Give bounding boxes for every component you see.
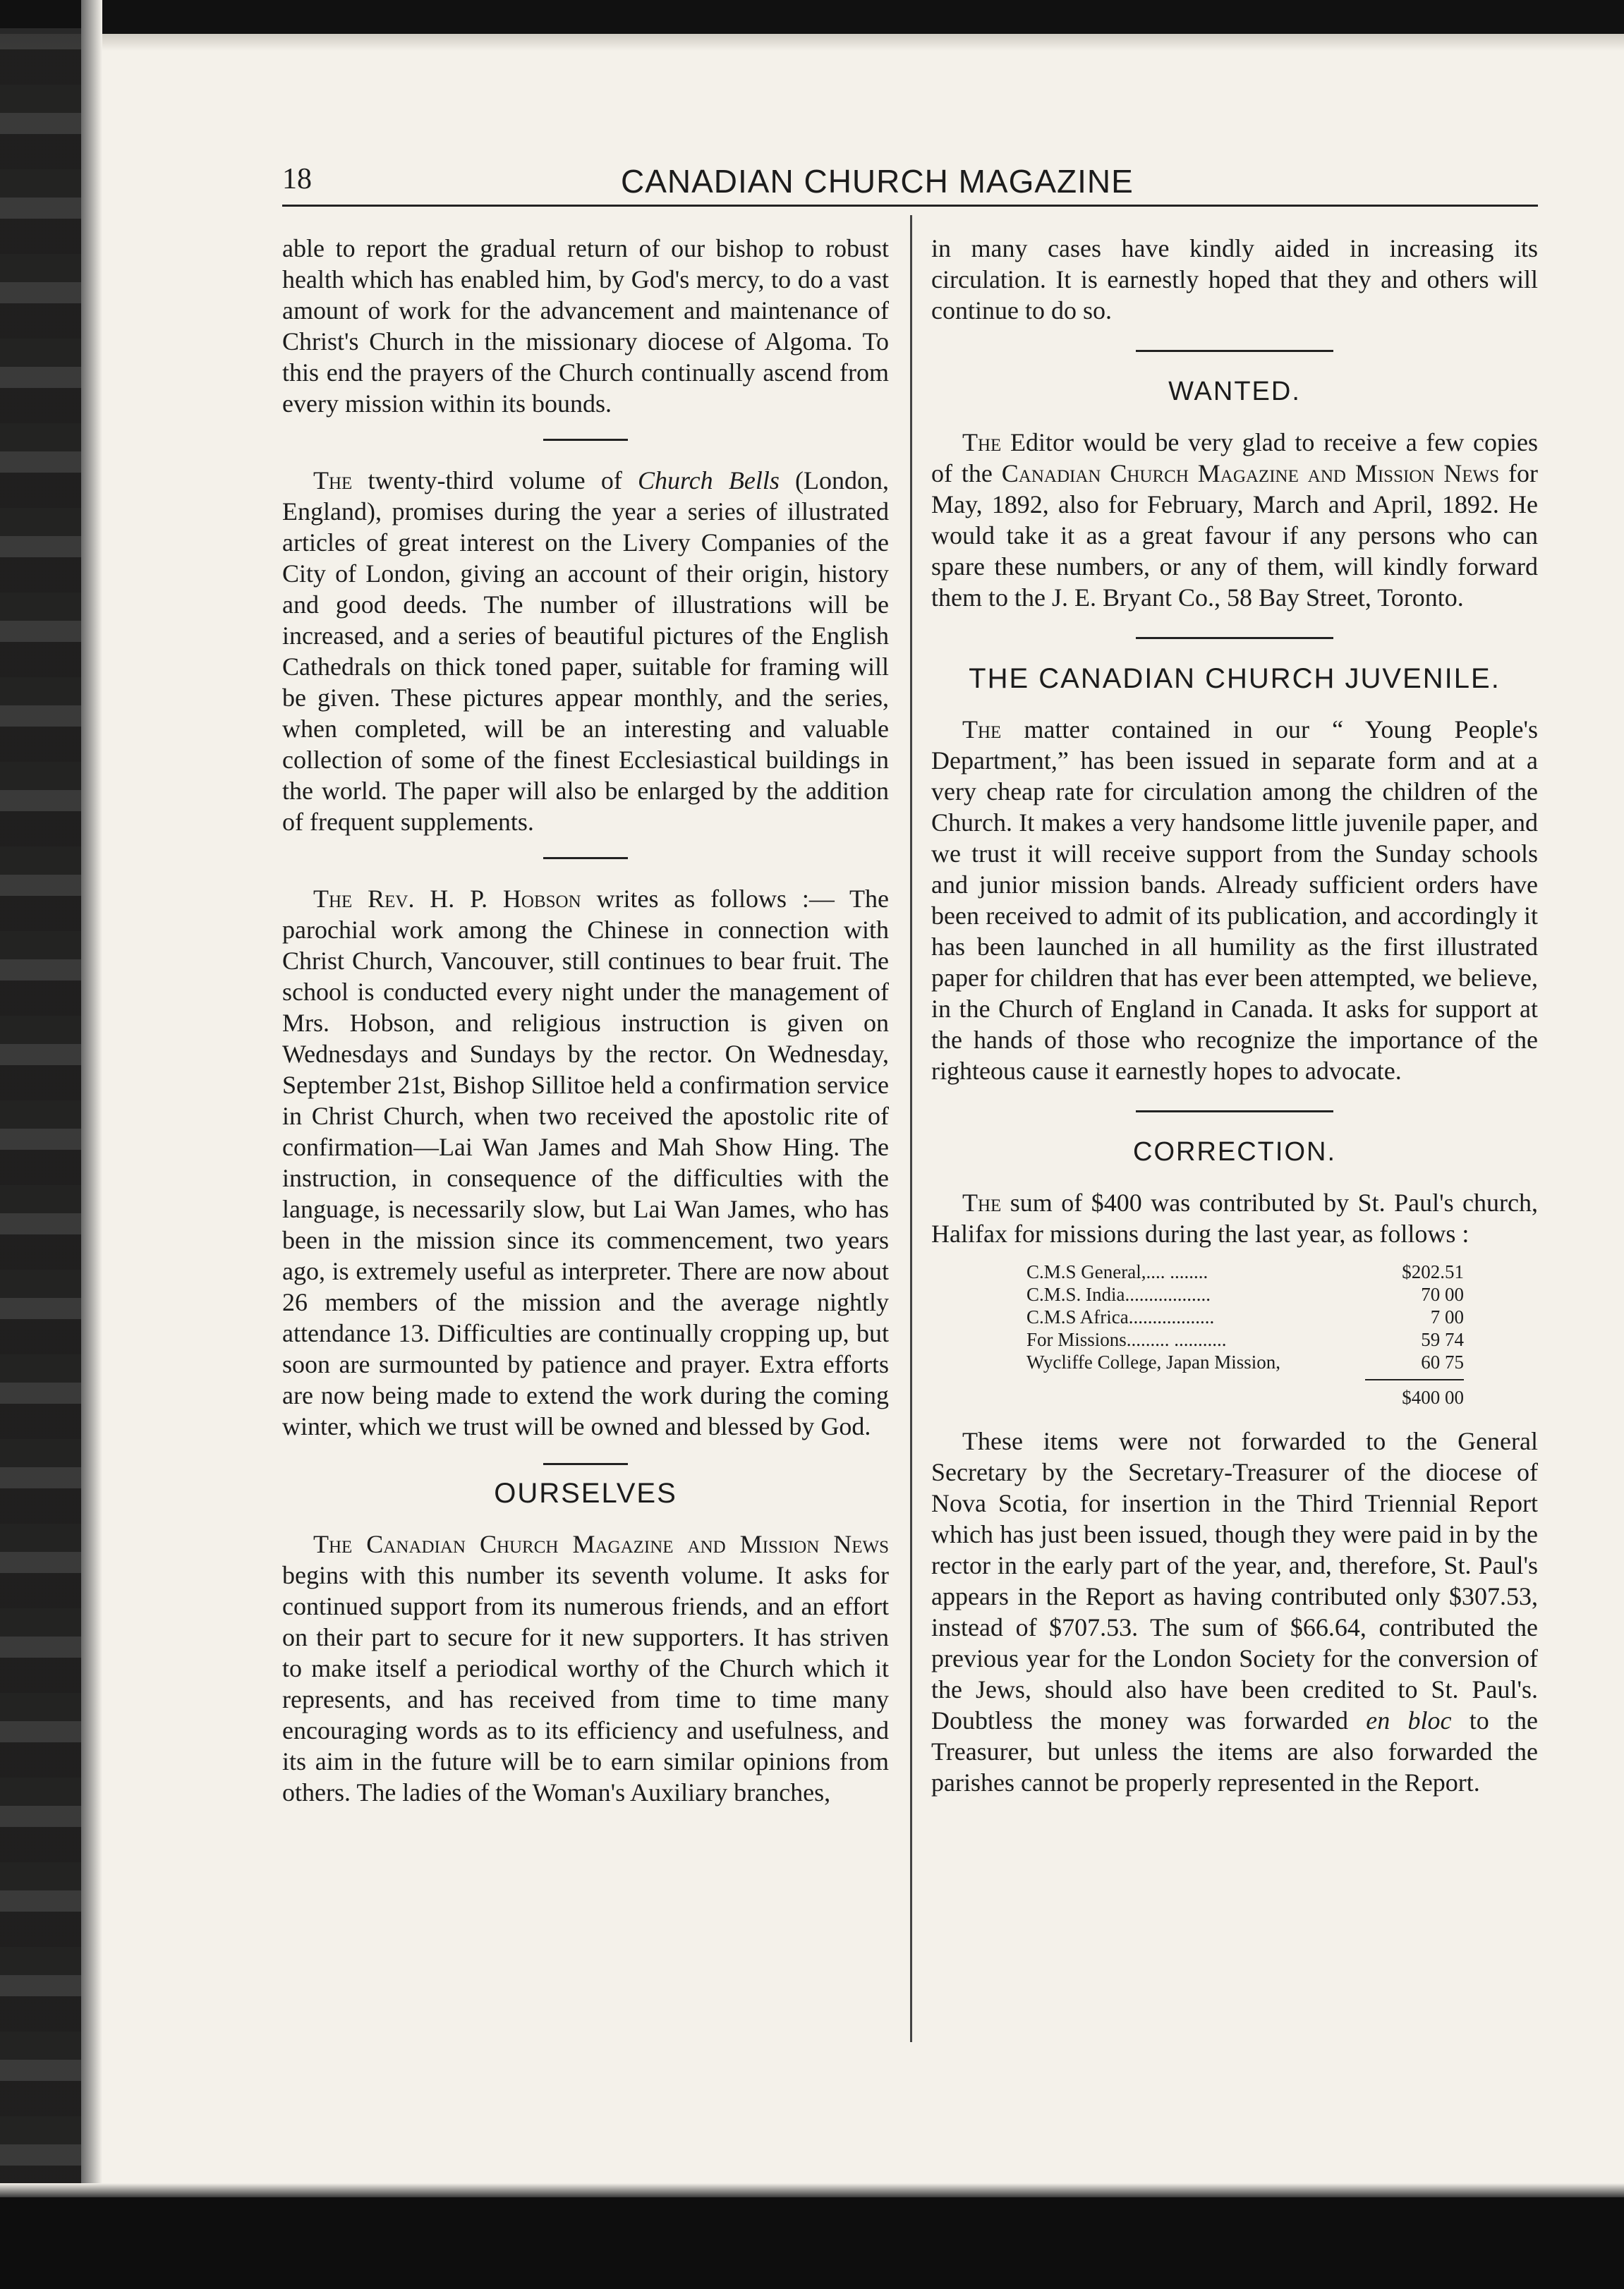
lead-words: The Canadian Church Magazine and Mission News bbox=[313, 1530, 889, 1558]
heading-correction: CORRECTION. bbox=[1133, 1137, 1336, 1167]
right-column bbox=[931, 233, 1538, 1798]
heading-wanted: WANTED. bbox=[1168, 377, 1301, 406]
text-run: (London, England), promises during the year a series of illustrated articles of great interest on the Livery Companies of the City of London, giving an account of their origin, history and good deeds. The number of illustrations will be increased, and a series of beautiful pictures of the English Cathedrals on thick toned paper, suitable for framing will be given. These pictures appear monthly, and the series, when completed, will be an interesting and valuable collection of some of the finest Ecclesiastical buildings in the world. The paper will also be enlarged by the addition of frequent supplements. bbox=[282, 466, 890, 836]
section-rule bbox=[543, 857, 628, 859]
contribution-amount: 7 00 bbox=[1430, 1306, 1464, 1328]
section-rule bbox=[1136, 350, 1333, 352]
scan-border-bottom-fade bbox=[0, 2183, 1624, 2197]
contribution-amount: 60 75 bbox=[1421, 1352, 1464, 1373]
contribution-amount: $202.51 bbox=[1402, 1261, 1464, 1282]
contribution-amount: 70 00 bbox=[1421, 1284, 1464, 1305]
heading-ourselves: OURSELVES bbox=[494, 1478, 677, 1509]
contribution-row bbox=[1026, 1283, 1464, 1306]
header-rule bbox=[282, 205, 1538, 207]
items-not-forwarded-paragraph bbox=[931, 1426, 1538, 1798]
text-run: These items were not forwarded to the General Secretary by the Secretary-Treasurer of the diocese of Nova Scotia, for insertion in the Third Triennial Report which has just been issued, though they were paid in by the rector in the early part of the year, and, therefore, St. Paul's appears in the Report as having contributed only $307.53, instead of $707.53. The sum of $66.64, contributed the previous year for the London Society for the conversion of the Jews, should also have been credited to St. Paul's. Doubtless the money was forwarded bbox=[931, 1427, 1538, 1735]
page-number: 18 bbox=[282, 163, 312, 195]
contribution-row bbox=[1026, 1328, 1464, 1351]
text-run: twenty-third volume of bbox=[352, 466, 638, 494]
contribution-total: $400 00 bbox=[1402, 1387, 1464, 1408]
lead-word: The bbox=[313, 466, 353, 494]
contribution-row bbox=[1026, 1306, 1464, 1328]
section-rule bbox=[543, 439, 628, 441]
text-run: to the Treasurer, but unless the items are also forwarded the parishes cannot be properly represented in the Report. bbox=[931, 1706, 1538, 1797]
contribution-label: C.M.S. India.................. bbox=[1026, 1284, 1211, 1305]
scan-border-bottom bbox=[0, 2197, 1624, 2289]
contributions-table bbox=[1026, 1261, 1464, 1409]
lead-word: The bbox=[962, 1189, 1002, 1217]
church-bells-paragraph bbox=[282, 465, 889, 837]
contribution-amount: 59 74 bbox=[1421, 1329, 1464, 1350]
latin-phrase: en bloc bbox=[1366, 1706, 1452, 1735]
hobson-paragraph bbox=[282, 883, 889, 1442]
total-rule bbox=[1365, 1379, 1464, 1380]
heading-juvenile: THE CANADIAN CHURCH JUVENILE. bbox=[969, 663, 1501, 694]
scan-border-top bbox=[0, 0, 1624, 34]
contribution-label: C.M.S General,.... ........ bbox=[1026, 1261, 1208, 1282]
page-header bbox=[282, 162, 1538, 205]
lead-words: The Rev. H. P. Hobson bbox=[313, 885, 581, 913]
correction-paragraph bbox=[931, 1187, 1538, 1249]
text-run: writes as follows :— The parochial work among the Chinese in connection with Christ Church, Vancouver, still continues to bear fruit. The school is conducted every night under the management of Mrs. Hobson, and religious instruction is given on Wednesdays and Sundays by the rector. On Wednesday, September 21st, Bishop Sillitoe held a confirmation service in Christ Church, when two received the apostolic rite of confirmation—Lai Wan James and Mah Show Hing. The instruction, in consequence of the difficulties with the language, is necessarily slow, but Lai Wan James, who has been in the mission since its commencement, two years ago, is extremely useful as interpreter. There are now about 26 members of the mission and the average nightly attendance 13. Difficulties are continually cropping up, but soon are surmounted by patience and prayer. Extra efforts are now being made to extend the work during the coming winter, which we trust will be owned and blessed by God. bbox=[282, 885, 890, 1440]
section-rule bbox=[1136, 1110, 1333, 1112]
juvenile-paragraph bbox=[931, 714, 1538, 1086]
running-title: CANADIAN CHURCH MAGAZINE bbox=[621, 163, 1134, 200]
text-run: matter contained in our “ Young People's Department,” has been issued in separate form and at a very cheap rate for circulation among the children of the Church. It makes a very handsome little juvenile paper, and we trust it will receive support from the Sunday schools and junior mission bands. Already sufficient orders have been received to admit of its publication, and accordingly it has been launched in all humility as the first illustrated paper for children that has ever been attempted, we believe, in the Church of England in Canada. It asks for support at the hands of those who recognize the importance of the righteous cause it earnestly hopes to advocate. bbox=[931, 715, 1538, 1085]
wanted-paragraph bbox=[931, 427, 1538, 613]
section-rule bbox=[543, 1463, 628, 1465]
text-run: for May, 1892, also for February, March and April, 1892. He would take it as a great favour if any persons who can spare these numbers, or any of them, will kindly forward them to the J. E. Bryant Co., 58 Bay Street, Toronto. bbox=[931, 459, 1538, 612]
ourselves-paragraph bbox=[282, 1529, 889, 1808]
contribution-row bbox=[1026, 1351, 1464, 1373]
text-run: begins with this number its seventh volume. It asks for continued support from its numerous friends, and an effort on their part to secure for it new supporters. It has striven to make itself a periodical worthy of the Church which it represents, and has received from time to time many encouraging words as to its efficiency and usefulness, and its aim in the future will be to earn similar opinions from others. The ladies of the Woman's Auxiliary branches, bbox=[282, 1561, 889, 1807]
scan-border-left-fade bbox=[81, 0, 102, 2289]
text-run: sum of $400 was contributed by St. Paul's church, Halifax for missions during the last year, as follows : bbox=[931, 1189, 1538, 1248]
column-divider bbox=[910, 215, 912, 2042]
contribution-label: For Missions......... ........... bbox=[1026, 1329, 1227, 1350]
magazine-name: Canadian Church Magazine and Mission News bbox=[1001, 459, 1500, 487]
section-rule bbox=[1136, 637, 1333, 639]
left-column bbox=[282, 233, 889, 1808]
text-run: Editor would be very glad to receive a few copies of the bbox=[931, 428, 1538, 487]
lead-word: The bbox=[962, 715, 1002, 743]
circulation-paragraph: in many cases have kindly aided in increasing its circulation. It is earnestly hoped that they and others will continue to do so. bbox=[931, 234, 1538, 324]
contribution-label: C.M.S Africa.................. bbox=[1026, 1306, 1215, 1328]
lead-word: The bbox=[962, 428, 1002, 456]
scan-border-top-fade bbox=[0, 34, 1624, 51]
contribution-row bbox=[1026, 1261, 1464, 1283]
contribution-label: Wycliffe College, Japan Mission, bbox=[1026, 1352, 1281, 1373]
scan-border-left bbox=[0, 0, 81, 2289]
bishop-health-paragraph: able to report the gradual return of our bishop to robust health which has enabled him, by God's mercy, to do a vast amount of work for the advancement and maintenance of Christ's Church in the missionary diocese of Algoma. To this end the prayers of the Church continually ascend from every mission within its bounds. bbox=[282, 234, 889, 418]
publication-title: Church Bells bbox=[638, 466, 780, 494]
